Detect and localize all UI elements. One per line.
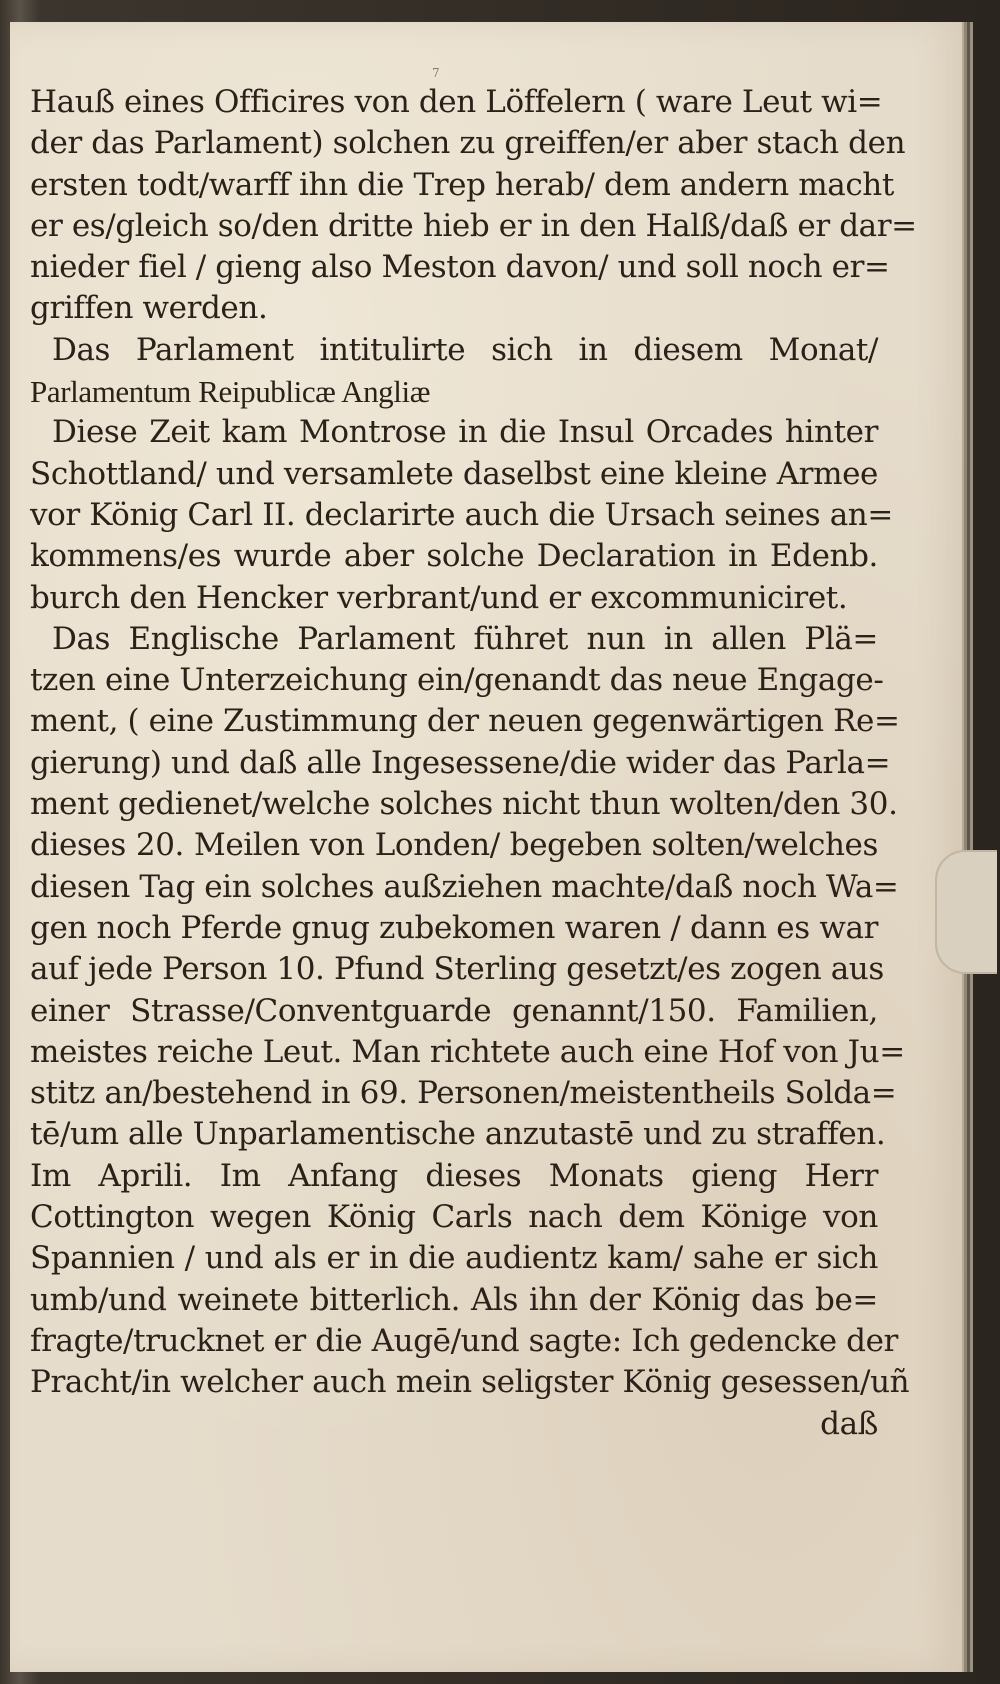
text-line: diesen Tag ein solches außziehen machte/daß noch Wa=	[30, 868, 899, 905]
text-line: umb/und weinete bitterlich. Als ihn der König das be=	[30, 1281, 878, 1318]
text-line: Das Englische Parlament führet nun in allen Plä=	[52, 620, 878, 657]
text-line: er es/gleich so/den dritte hieb er in den Halß/daß er dar=	[30, 207, 917, 244]
text-line: griffen werden.	[30, 290, 268, 327]
text-line: Schottland/ und versamlete daselbst eine kleine Armee	[30, 455, 878, 492]
text-line: ersten todt/warff ihn die Trep herab/ dem andern macht	[30, 166, 894, 203]
text-line: Im Aprili. Im Anfang dieses Monats gieng Herr	[30, 1157, 878, 1194]
text-line: ment, ( eine Zustimmung der neuen gegenwärtigen Re=	[30, 703, 900, 740]
page-clip-tab	[935, 850, 997, 974]
text-line: Parlamentum Reipublicæ Angliæ	[30, 374, 430, 410]
text-line: tzen eine Unterzeichung ein/genandt das neue Engage-	[30, 662, 884, 699]
text-line: vor König Carl II. declarirte auch die Ursach seines an=	[30, 496, 893, 533]
text-line: Diese Zeit kam Montrose in die Insul Orcades hinter	[52, 414, 878, 451]
text-line: burch den Hencker verbrant/und er excommuniciret.	[30, 579, 848, 616]
text-line: einer Strasse/Conventguarde genannt/150. Familien,	[30, 992, 878, 1029]
text-line: gen noch Pferde gnug zubekomen waren / dann es war	[30, 909, 878, 946]
text-line: stitz an/bestehend in 69. Personen/meistentheils Solda=	[30, 1075, 897, 1112]
text-line: Hauß eines Officires von den Löffelern ( ware Leut wi=	[30, 84, 883, 120]
text-line: tē/um alle Unparlamentische anzutastē und zu straffen.	[30, 1116, 886, 1153]
text-line: Spannien / und als er in die audientz kam/ sahe er sich	[30, 1240, 878, 1277]
text-line: nieder fiel / gieng also Meston davon/ und soll noch er=	[30, 249, 890, 286]
text-line: der das Parlament) solchen zu greiffen/er aber stach den	[30, 125, 906, 162]
text-line: dieses 20. Meilen von Londen/ begeben solten/welches	[30, 827, 878, 864]
text-line: kommens/es wurde aber solche Declaration in Edenb.	[30, 538, 878, 575]
text-line: auf jede Person 10. Pfund Sterling gesetzt/es zogen aus	[30, 951, 884, 988]
text-line: fragte/trucknet er die Augē/und sagte: Ich gedencke der	[30, 1322, 898, 1359]
text-line: meistes reiche Leut. Man richtete auch eine Hof von Ju=	[30, 1033, 905, 1070]
text-line: Das Parlament intitulirte sich in diesem Monat/	[52, 331, 878, 368]
folio-number: 7	[432, 66, 440, 80]
text-line: Cottington wegen König Carls nach dem Könige von	[30, 1199, 878, 1236]
text-block	[30, 82, 917, 1445]
text-line: gierung) und daß alle Ingesessene/die wider das Parla=	[30, 744, 891, 781]
text-line: Pracht/in welcher auch mein seligster König gesessen/uñ	[30, 1364, 910, 1401]
catchword: daß	[820, 1405, 878, 1442]
text-line: ment gedienet/welche solches nicht thun wolten/den 30.	[30, 786, 898, 823]
